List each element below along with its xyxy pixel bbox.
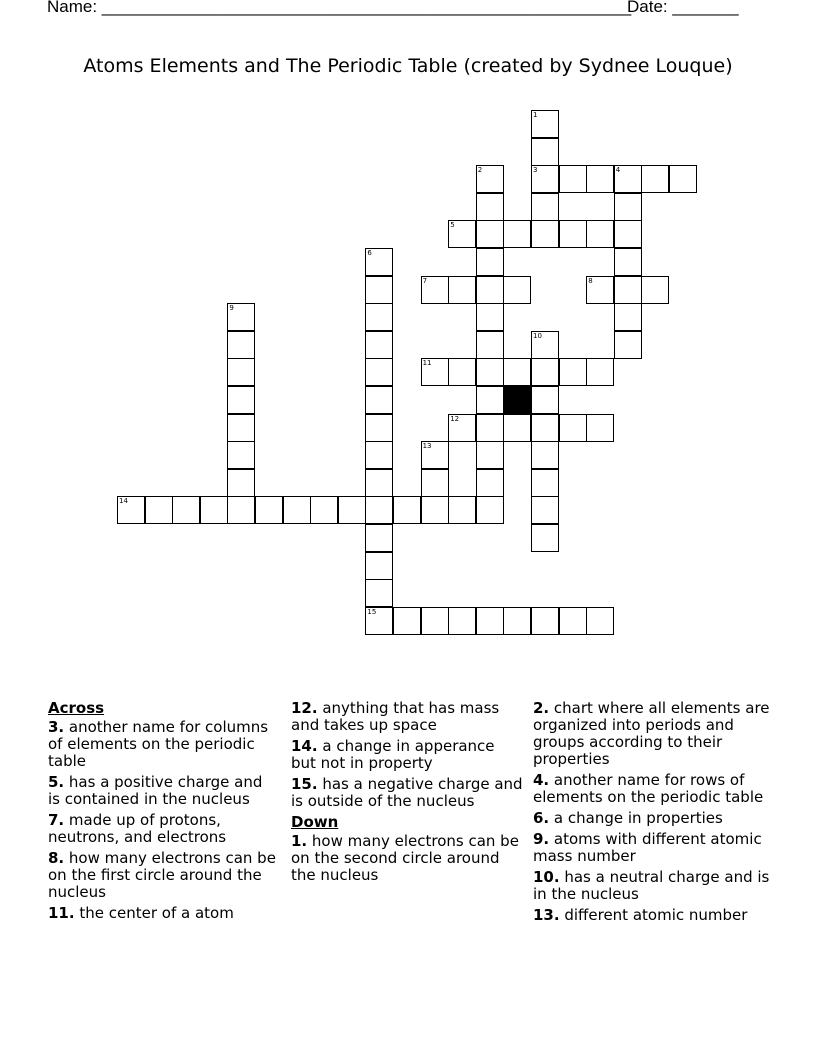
grid-cell[interactable] bbox=[476, 331, 504, 359]
date-label: Date: _______ bbox=[627, 0, 739, 16]
clue-text: atoms with different atomic mass number bbox=[533, 830, 762, 865]
grid-cell[interactable] bbox=[476, 607, 504, 635]
grid-cell[interactable] bbox=[614, 276, 642, 304]
grid-cell[interactable] bbox=[586, 358, 614, 386]
clue-column-3 bbox=[533, 700, 771, 928]
grid-cell[interactable] bbox=[365, 414, 393, 442]
clue-number-label: 7 bbox=[422, 276, 428, 285]
grid-cell[interactable] bbox=[531, 220, 559, 248]
grid-cell[interactable] bbox=[421, 358, 449, 386]
grid-cell[interactable] bbox=[586, 414, 614, 442]
grid-cell[interactable] bbox=[476, 220, 504, 248]
clue-number: 5. bbox=[48, 773, 65, 791]
grid-cell[interactable] bbox=[227, 496, 255, 524]
grid-cell[interactable] bbox=[421, 441, 449, 469]
grid-cell[interactable] bbox=[531, 524, 559, 552]
clue-text: how many electrons can be on the second circle around the nucleus bbox=[291, 832, 519, 884]
grid-cell[interactable] bbox=[227, 331, 255, 359]
grid-cell[interactable] bbox=[559, 165, 587, 193]
clue-number: 3. bbox=[48, 718, 65, 736]
grid-cell[interactable] bbox=[365, 496, 393, 524]
grid-cell[interactable] bbox=[531, 110, 559, 138]
grid-cell[interactable] bbox=[559, 414, 587, 442]
grid-cell[interactable] bbox=[421, 607, 449, 635]
clue-number: 14. bbox=[291, 737, 318, 755]
grid-cell[interactable] bbox=[283, 496, 311, 524]
grid-cell[interactable] bbox=[531, 331, 559, 359]
grid-cell[interactable] bbox=[448, 220, 476, 248]
clue-text: has a neutral charge and is in the nucleus bbox=[533, 868, 770, 903]
clue-number: 9. bbox=[533, 830, 550, 848]
grid-cell[interactable] bbox=[365, 386, 393, 414]
grid-cell[interactable] bbox=[365, 358, 393, 386]
grid-cell[interactable] bbox=[365, 552, 393, 580]
grid-cell[interactable] bbox=[448, 607, 476, 635]
grid-cell[interactable] bbox=[476, 496, 504, 524]
grid-cell[interactable] bbox=[227, 358, 255, 386]
grid-cell[interactable] bbox=[503, 414, 531, 442]
grid-cell[interactable] bbox=[586, 220, 614, 248]
grid-cell[interactable] bbox=[586, 607, 614, 635]
clue-number: 10. bbox=[533, 868, 560, 886]
grid-cell[interactable] bbox=[531, 607, 559, 635]
clue-text: how many electrons can be on the first circle around the nucleus bbox=[48, 849, 276, 901]
grid-cell[interactable] bbox=[531, 469, 559, 497]
grid-cell[interactable] bbox=[421, 469, 449, 497]
clue-text: anything that has mass and takes up space bbox=[291, 699, 500, 734]
black-cell bbox=[503, 386, 531, 414]
grid-cell[interactable] bbox=[117, 496, 145, 524]
grid-cell[interactable] bbox=[227, 303, 255, 331]
clue-number-label: 8 bbox=[588, 276, 593, 285]
grid-cell[interactable] bbox=[559, 607, 587, 635]
grid-cell[interactable] bbox=[227, 414, 255, 442]
grid-cell[interactable] bbox=[614, 248, 642, 276]
grid-cell[interactable] bbox=[614, 303, 642, 331]
clue-number-label: 6 bbox=[367, 249, 372, 257]
grid-cell[interactable] bbox=[227, 469, 255, 497]
grid-cell[interactable] bbox=[393, 496, 421, 524]
grid-cell[interactable] bbox=[559, 358, 587, 386]
clue-item bbox=[48, 905, 278, 922]
clue-number-label: 4 bbox=[615, 166, 621, 175]
grid-cell[interactable] bbox=[503, 358, 531, 386]
grid-cell[interactable] bbox=[365, 579, 393, 607]
grid-cell[interactable] bbox=[531, 358, 559, 386]
clue-number-label: 10 bbox=[533, 331, 542, 340]
grid-cell[interactable] bbox=[669, 165, 697, 193]
grid-cell[interactable] bbox=[531, 165, 559, 193]
grid-cell[interactable] bbox=[614, 165, 642, 193]
grid-cell[interactable] bbox=[365, 248, 393, 276]
clue-number: 15. bbox=[291, 775, 318, 793]
name-label: Name: ________________________________________________________ bbox=[47, 0, 632, 16]
grid-cell[interactable] bbox=[476, 248, 504, 276]
grid-cell[interactable] bbox=[421, 496, 449, 524]
clue-item bbox=[48, 850, 278, 901]
grid-cell[interactable] bbox=[476, 414, 504, 442]
clue-item bbox=[291, 833, 523, 884]
clue-number-label: 11 bbox=[422, 359, 432, 368]
clue-section-heading: Down bbox=[291, 813, 339, 831]
grid-cell[interactable] bbox=[476, 303, 504, 331]
clue-number-label: 3 bbox=[533, 166, 538, 175]
clue-number: 6. bbox=[533, 809, 550, 827]
clue-number: 2. bbox=[533, 699, 550, 717]
grid-cell[interactable] bbox=[559, 220, 587, 248]
grid-cell[interactable] bbox=[503, 607, 531, 635]
grid-cell[interactable] bbox=[448, 414, 476, 442]
clue-number: 11. bbox=[48, 904, 75, 922]
clue-item bbox=[533, 831, 771, 865]
clue-text: chart where all elements are organized into periods and groups according to their properties bbox=[533, 699, 770, 768]
grid-cell[interactable] bbox=[476, 386, 504, 414]
clue-number-label: 5 bbox=[450, 221, 455, 230]
grid-cell[interactable] bbox=[531, 496, 559, 524]
clue-item bbox=[291, 738, 523, 772]
clue-item bbox=[533, 907, 771, 924]
clue-item bbox=[48, 812, 278, 846]
clue-number-label: 14 bbox=[119, 497, 128, 506]
clue-number-label: 15 bbox=[367, 607, 377, 616]
grid-cell[interactable] bbox=[421, 276, 449, 304]
grid-cell[interactable] bbox=[338, 496, 366, 524]
grid-cell[interactable] bbox=[531, 441, 559, 469]
clue-item bbox=[291, 776, 523, 810]
page-title: Atoms Elements and The Periodic Table (created by Sydnee Louque) bbox=[83, 55, 733, 77]
clue-number: 13. bbox=[533, 906, 560, 924]
clue-number-label: 2 bbox=[477, 166, 483, 175]
clue-number: 8. bbox=[48, 849, 65, 867]
clue-number: 7. bbox=[48, 811, 65, 829]
grid-cell[interactable] bbox=[641, 276, 669, 304]
clue-number: 12. bbox=[291, 699, 318, 717]
grid-cell[interactable] bbox=[531, 193, 559, 221]
grid-cell[interactable] bbox=[448, 276, 476, 304]
clue-number-label: 12 bbox=[450, 414, 460, 423]
clue-text: the center of a atom bbox=[79, 904, 234, 922]
grid-cell[interactable] bbox=[227, 386, 255, 414]
clue-item bbox=[291, 700, 523, 734]
clue-number-label: 1 bbox=[533, 111, 538, 119]
clue-text: has a positive charge and is contained in the nucleus bbox=[48, 773, 263, 808]
grid-cell[interactable] bbox=[586, 276, 614, 304]
clue-text: a change in properties bbox=[553, 809, 723, 827]
grid-cell[interactable] bbox=[476, 469, 504, 497]
clue-number: 4. bbox=[533, 771, 550, 789]
grid-cell[interactable] bbox=[448, 496, 476, 524]
grid-cell[interactable] bbox=[365, 469, 393, 497]
grid-cell[interactable] bbox=[365, 276, 393, 304]
grid-cell[interactable] bbox=[614, 220, 642, 248]
grid-cell[interactable] bbox=[476, 441, 504, 469]
grid-cell[interactable] bbox=[476, 165, 504, 193]
grid-cell[interactable] bbox=[172, 496, 200, 524]
grid-cell[interactable] bbox=[200, 496, 228, 524]
grid-cell[interactable] bbox=[255, 496, 283, 524]
grid-cell[interactable] bbox=[365, 524, 393, 552]
grid-cell[interactable] bbox=[393, 607, 421, 635]
grid-cell[interactable] bbox=[476, 193, 504, 221]
grid-cell[interactable] bbox=[476, 276, 504, 304]
clue-text: has a negative charge and is outside of the nucleus bbox=[291, 775, 523, 810]
clue-item bbox=[533, 700, 771, 768]
clue-item bbox=[533, 772, 771, 806]
clue-item bbox=[533, 810, 771, 827]
clue-text: another name for columns of elements on the periodic table bbox=[48, 718, 269, 770]
grid-cell[interactable] bbox=[227, 441, 255, 469]
clue-column-1 bbox=[48, 700, 278, 926]
clue-number-label: 13 bbox=[422, 442, 432, 451]
grid-cell[interactable] bbox=[531, 138, 559, 166]
grid-cell[interactable] bbox=[365, 441, 393, 469]
clue-text: made up of protons, neutrons, and electrons bbox=[48, 811, 227, 846]
clue-number-label: 9 bbox=[229, 304, 234, 313]
grid-cell[interactable] bbox=[448, 358, 476, 386]
grid-cell[interactable] bbox=[531, 386, 559, 414]
grid-cell[interactable] bbox=[145, 496, 173, 524]
grid-cell[interactable] bbox=[614, 193, 642, 221]
grid-cell[interactable] bbox=[310, 496, 338, 524]
grid-cell[interactable] bbox=[503, 276, 531, 304]
clue-column-2 bbox=[291, 700, 523, 888]
grid-cell[interactable] bbox=[476, 358, 504, 386]
clue-section-heading: Across bbox=[48, 699, 105, 717]
clue-number: 1. bbox=[291, 832, 308, 850]
grid-cell[interactable] bbox=[503, 220, 531, 248]
grid-cell[interactable] bbox=[365, 303, 393, 331]
clue-text: different atomic number bbox=[564, 906, 748, 924]
grid-cell[interactable] bbox=[365, 331, 393, 359]
grid-cell[interactable] bbox=[641, 165, 669, 193]
grid-cell[interactable] bbox=[365, 607, 393, 635]
grid-cell[interactable] bbox=[614, 331, 642, 359]
grid-cell[interactable] bbox=[531, 414, 559, 442]
clue-item bbox=[48, 774, 278, 808]
grid-cell[interactable] bbox=[586, 165, 614, 193]
clue-text: a change in apperance but not in property bbox=[291, 737, 495, 772]
clue-item bbox=[533, 869, 771, 903]
clue-item bbox=[48, 719, 278, 770]
clue-text: another name for rows of elements on the periodic table bbox=[533, 771, 764, 806]
